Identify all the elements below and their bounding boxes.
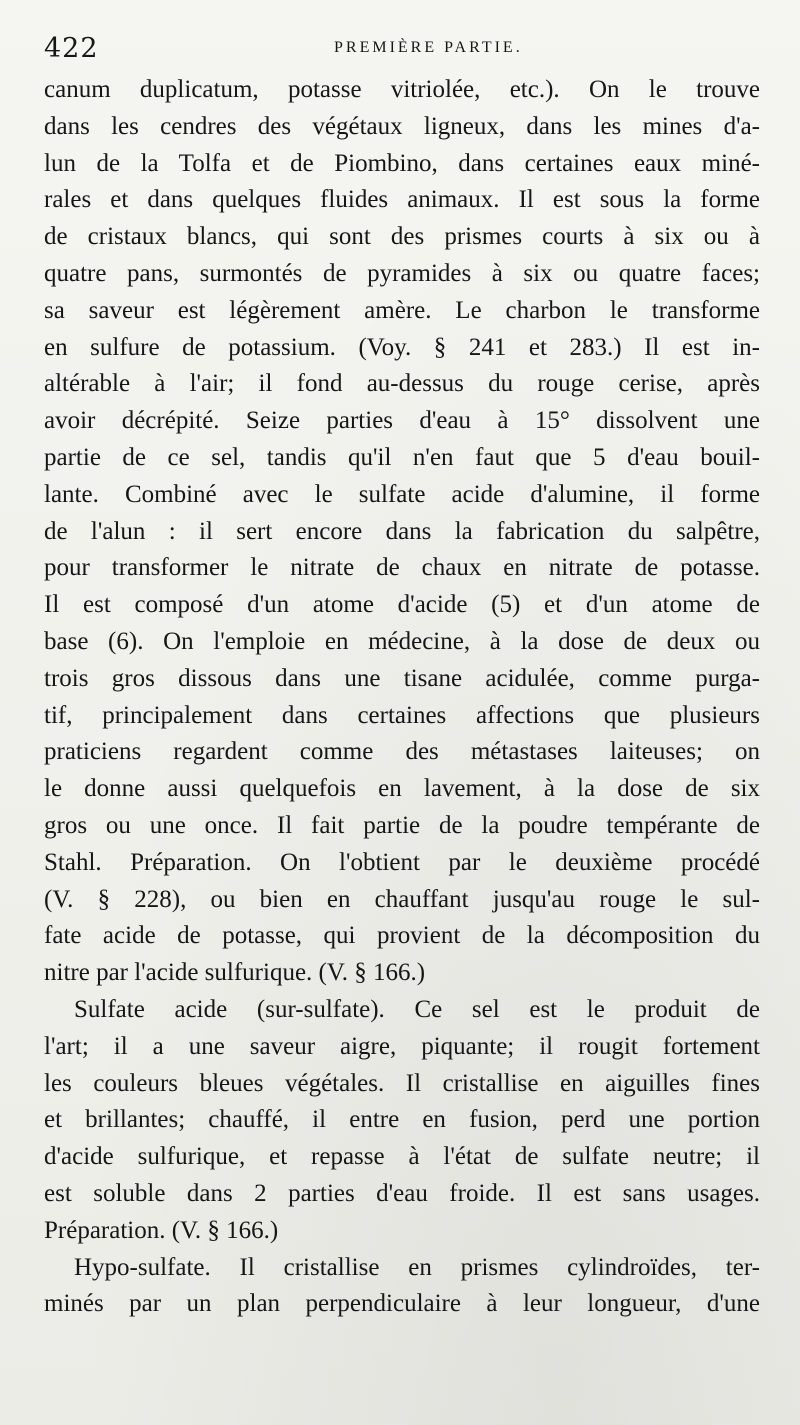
text-line: praticiens regardent comme des métastases laiteuses; on xyxy=(44,738,760,766)
text-line: le donne aussi quelquefois en lavement, à la dose de six xyxy=(44,775,760,803)
text-line: nitre par l'acide sulfurique. (V. § 166.) xyxy=(44,959,426,987)
text-line: est soluble dans 2 parties d'eau froide. Il est sans usages. xyxy=(44,1179,760,1207)
text-line: lante. Combiné avec le sulfate acide d'alumine, il forme xyxy=(44,480,760,508)
body-text xyxy=(44,72,760,1323)
text-line: minés par un plan perpendiculaire à leur longueur, d'une xyxy=(44,1290,760,1318)
text-line: trois gros dissous dans une tisane acidulée, comme purga- xyxy=(44,664,760,692)
text-line: Sulfate acide (sur-sulfate). Ce sel est le produit de xyxy=(74,995,760,1023)
text-line: Hypo-sulfate. Il cristallise en prismes cylindroïdes, ter- xyxy=(74,1253,760,1281)
text-line: l'art; il a une saveur aigre, piquante; il rougit fortement xyxy=(44,1032,760,1060)
text-line: d'acide sulfurique, et repasse à l'état de sulfate neutre; il xyxy=(44,1143,760,1171)
text-line: et brillantes; chauffé, il entre en fusion, perd une portion xyxy=(44,1106,760,1134)
text-line: avoir décrépité. Seize parties d'eau à 15° dissolvent une xyxy=(44,407,760,435)
text-line: base (6). On l'emploie en médecine, à la dose de deux ou xyxy=(44,627,760,655)
text-line: quatre pans, surmontés de pyramides à six ou quatre faces; xyxy=(44,259,760,287)
text-line: partie de ce sel, tandis qu'il n'en faut que 5 d'eau bouil- xyxy=(44,443,760,471)
text-line: en sulfure de potassium. (Voy. § 241 et 283.) Il est in- xyxy=(44,333,760,361)
page-number: 422 xyxy=(44,32,99,64)
text-line: de l'alun : il sert encore dans la fabrication du salpêtre, xyxy=(44,517,760,545)
text-line: (V. § 228), ou bien en chauffant jusqu'au rouge le sul- xyxy=(44,885,760,913)
text-line: tif, principalement dans certaines affections que plusieurs xyxy=(44,701,760,729)
text-line: gros ou une once. Il fait partie de la poudre tempérante de xyxy=(44,811,760,839)
text-line: altérable à l'air; il fond au-dessus du rouge cerise, après xyxy=(44,370,760,398)
text-line: Il est composé d'un atome d'acide (5) et d'un atome de xyxy=(44,591,760,619)
text-line: sa saveur est légèrement amère. Le charbon le transforme xyxy=(44,296,760,324)
text-line: de cristaux blancs, qui sont des prismes courts à six ou à xyxy=(44,223,760,251)
text-line: les couleurs bleues végétales. Il cristallise en aiguilles fines xyxy=(44,1069,760,1097)
page-header xyxy=(44,30,760,66)
text-line: lun de la Tolfa et de Piombino, dans certaines eaux miné- xyxy=(44,149,760,177)
text-line: pour transformer le nitrate de chaux en nitrate de potasse. xyxy=(44,554,760,582)
bleed-through-shadow xyxy=(60,1293,760,1403)
text-line: dans les cendres des végétaux ligneux, dans les mines d'a- xyxy=(44,112,760,140)
running-head: PREMIÈRE PARTIE. xyxy=(334,39,523,56)
text-line: fate acide de potasse, qui provient de la décomposition du xyxy=(44,922,760,950)
text-line: rales et dans quelques fluides animaux. Il est sous la forme xyxy=(44,186,760,214)
text-line: canum duplicatum, potasse vitriolée, etc.). On le trouve xyxy=(44,76,760,103)
text-line: Stahl. Préparation. On l'obtient par le deuxième procédé xyxy=(44,848,760,876)
text-line: Préparation. (V. § 166.) xyxy=(44,1216,279,1244)
